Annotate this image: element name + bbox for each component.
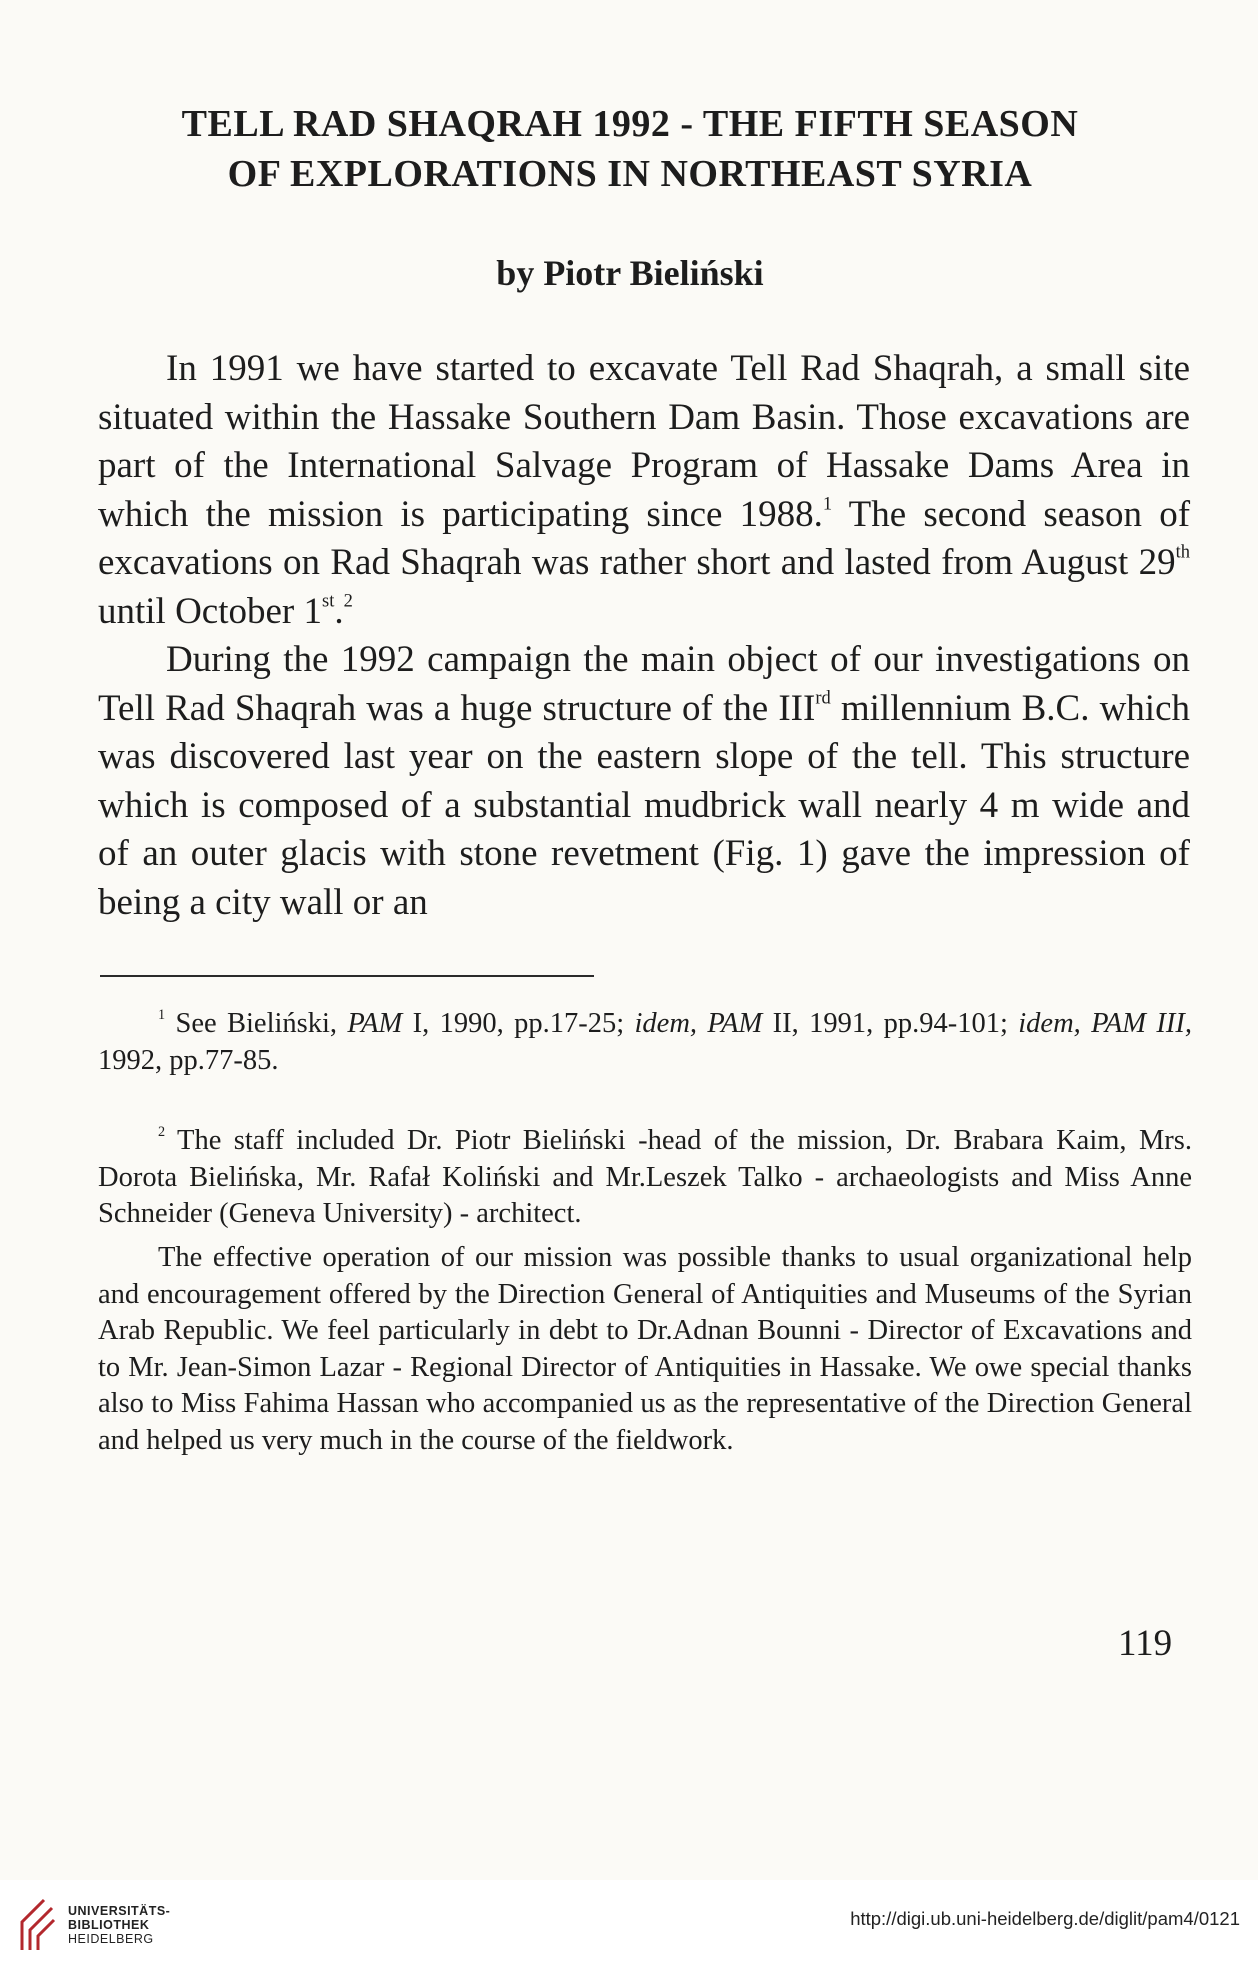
library-name: UNIVERSITÄTS- BIBLIOTHEK HEIDELBERG: [68, 1904, 171, 1946]
article-title-line-1: TELL RAD SHAQRAH 1992 - THE FIFTH SEASON: [181, 103, 1079, 145]
footnote-1: $^1$ See Bieliński, PAM I, 1990, pp.17-25; idem, PAM II, 1991, pp.94-101; idem, PAM III, 1992, pp.77-85.: [98, 1007, 1192, 1076]
footnote-marker-2: 2: [158, 1124, 166, 1141]
footnote-2: $^2$ The staff included Dr. Piotr Bieliński -head of the mission, Dr. Brabara Kaim, Mrs. Dorota Bielińska, Mr. Rafał Koliński and Mr.Leszek Talko - archaeologists and Miss Anne Schneider (Geneva University) - architect.: [98, 1124, 1192, 1229]
author-byline: by Piotr Bieliński: [496, 253, 764, 293]
acknowledgements-paragraph: The effective operation of our mission was possible thanks to usual organizational help and encouragement offered by the Direction General of Antiquities and Museums of the Syrian Arab Republic. We feel particularly in debt to Dr.Adnan Bounni - Director of Excavations and to Mr. Jean-Simon Lazar - Regional Director of Antiquities in Hassake. We owe special thanks also to Miss Fahima Hassan who accompanied us as the representative of the Direction General and helped us very much in the course of the fieldwork.: [98, 1242, 1192, 1456]
footnote-marker-1: 1: [158, 1007, 166, 1024]
footnote-ref-1[interactable]: 1: [822, 493, 833, 514]
footnote-ref-2[interactable]: 2: [343, 590, 353, 611]
library-logo-icon: [14, 1896, 58, 1954]
body-paragraph-1: In 1991 we have started to excavate Tell Rad Shaqrah, a small site situated within the Hassake Southern Dam Basin. Those excavations are part of the International Salvage Program of Hassake Dams Area in which the mission is participating since 1988.$^1$ The second season of excavations on Rad Shaqrah was rather short and lasted from August 29th until October 1st.$^2$: [98, 348, 1191, 632]
footnote-separator: [100, 975, 594, 977]
source-url-link[interactable]: http://digi.ub.uni-heidelberg.de/diglit/pam4/0121: [850, 1908, 1240, 1929]
body-paragraph-2: During the 1992 campaign the main object of our investigations on Tell Rad Shaqrah was a huge structure of the IIIrd millennium B.C. which was discovered last year on the eastern slope of the tell. This structure which is composed of a substantial mudbrick wall nearly 4 m wide and of an outer glacis with stone revetment (Fig. 1) gave the impression of being a city wall or an: [98, 639, 1190, 923]
page-number: 119: [1118, 1623, 1173, 1664]
article-title-line-2: OF EXPLORATIONS IN NORTHEAST SYRIA: [227, 153, 1033, 195]
main-body: [98, 345, 1190, 927]
